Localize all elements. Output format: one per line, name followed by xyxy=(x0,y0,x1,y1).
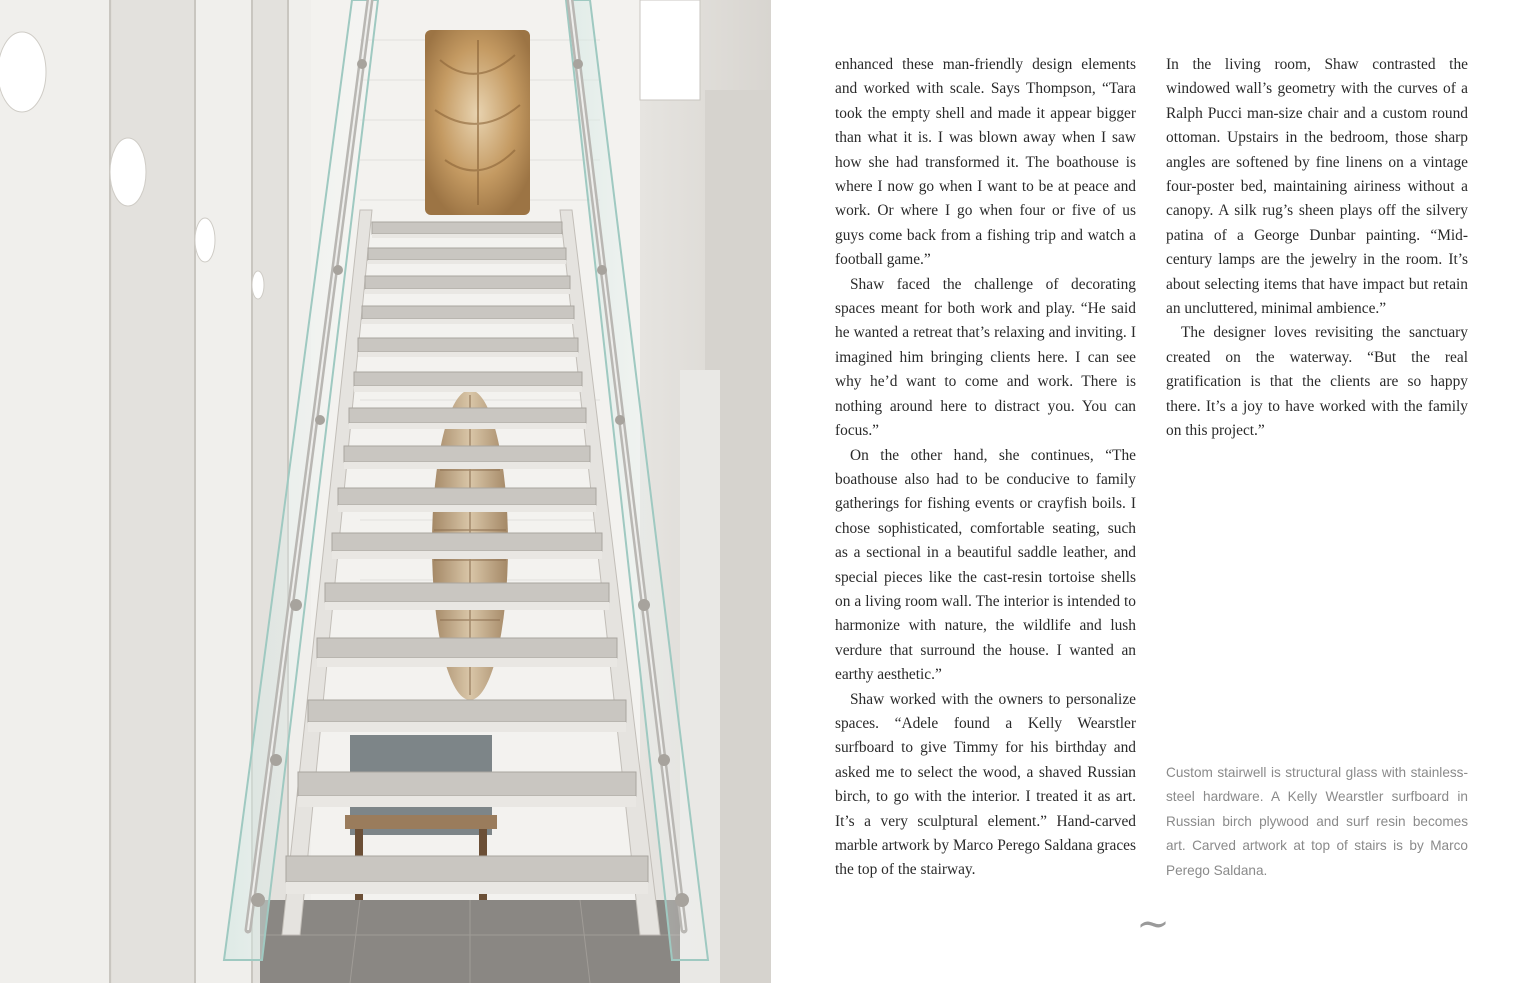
paragraph: enhanced these man-friendly design elements and worked with scale. Says Thompson, “Tara took the empty shell and made it appear bigger than what it is. I was blown away when I saw how she had transformed it. The boathouse is where I now go when I want to be at peace and work. Or where I go when four or five of us guys come back from a fishing trip and watch a football game.” xyxy=(835,56,1136,269)
paragraph: The designer loves revisiting the sanctuary created on the waterway. “But the real gratification is that the clients are so happy there. It’s a joy to have worked with the family on this project.” xyxy=(1166,324,1468,440)
end-mark: ~ xyxy=(1136,901,1170,947)
paragraph: Shaw faced the challenge of decorating spaces meant for both work and play. “He said he wanted a retreat that’s relaxing and inviting. I imagined him bringing clients here. I can see why he’d want to come and work. There is nothing around here to distract you. You can focus.” xyxy=(835,275,1136,440)
paragraph: In the living room, Shaw contrasted the windowed wall’s geometry with the curves of a Ralph Pucci man-size chair and a custom round ottoman. Upstairs in the bedroom, those sharp angles are softened by fine linens on a vintage four-poster bed, maintaining airiness without a canopy. A silk rug’s sheen plays off the silvery patina of a George Dunbar painting. “Mid-century lamps are the jewelry in the room. It’s about selecting items that have impact but retain an uncluttered, minimal ambience.” xyxy=(1166,56,1468,318)
article-column-1 xyxy=(835,53,1136,883)
paragraph: On the other hand, she continues, “The boathouse also had to be conducive to family gatherings for fishing events or crayfish boils. I chose sophisticated, comfortable seating, such as a sectional in a beautiful saddle leather, and special pieces like the cast-resin tortoise shells on a living room wall. The interior is intended to harmonize with nature, the wildlife and lush verdure that surround the house. I wanted an earthy aesthetic.” xyxy=(835,446,1136,684)
paragraph: Shaw worked with the owners to personalize spaces. “Adele found a Kelly Wearstler surfboard to give Timmy for his birthday and asked me to select the wood, a shaved Russian birch, to go with the interior. I treated it as art. It’s a very sculptural element.” Hand-carved marble artwork by Marco Perego Saldana graces the top of the stairway. xyxy=(835,690,1136,879)
photo-caption: Custom stairwell is structural glass with stainless-steel hardware. A Kelly Wearstler surfboard in Russian birch plywood and surf resin becomes art. Carved artwork at top of stairs is by Marco Perego Saldana. xyxy=(1166,765,1468,878)
article-column-2 xyxy=(1166,53,1468,444)
